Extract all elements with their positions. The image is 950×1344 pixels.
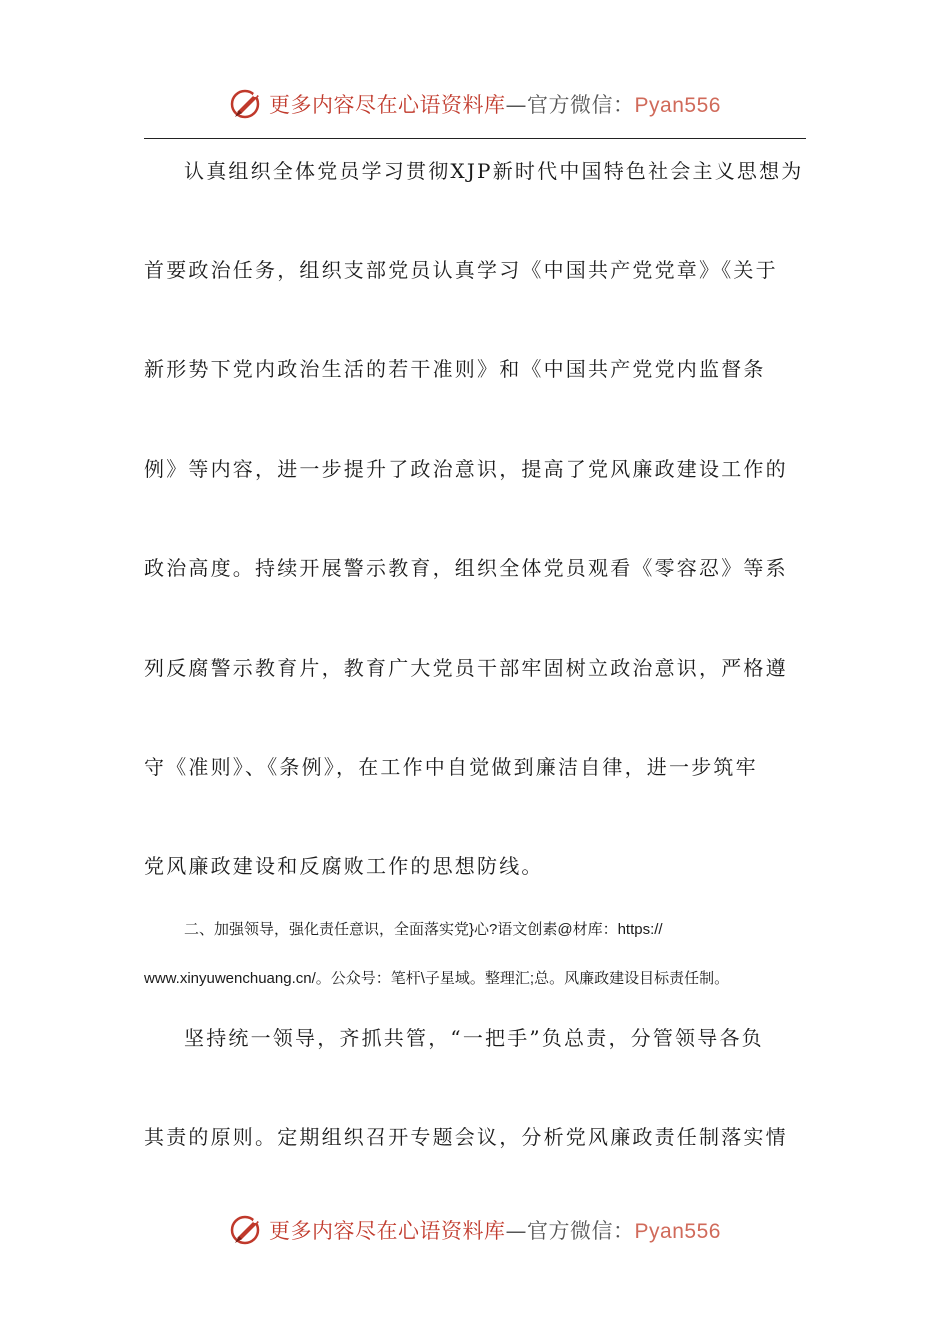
header-text — [269, 89, 721, 119]
body-line: 认真组织全体党员学习贯彻XJP新时代中国特色社会主义思想为 — [184, 159, 804, 183]
header-dash: — — [505, 93, 528, 117]
footer-wechat-label: 官方微信： — [527, 1219, 635, 1243]
footer-brand: 更多内容尽在心语资料库 — [269, 1219, 506, 1243]
footer-wechat-id: Pyan556 — [634, 1220, 721, 1243]
body-line: 政治高度。持续开展警示教育，组织全体党员观看《零容忍》等系 — [144, 556, 788, 580]
body-line: 列反腐警示教育片，教育广大党员干部牢固树立政治意识，严格遵 — [144, 656, 788, 680]
header-divider — [144, 138, 806, 139]
header-banner — [0, 82, 950, 126]
pen-logo-icon — [229, 1212, 265, 1248]
body-line: 新形势下党内政治生活的若干准则》和《中国共产党党内监督条 — [144, 357, 766, 381]
section-heading-line-2: www.xinyuwenchuang.cn/。公众号：笔杆\子星域。整理汇;总。风廉政建设目标责任制。 — [144, 970, 730, 987]
header-brand: 更多内容尽在心语资料库 — [269, 93, 506, 117]
section-heading-line-1: 二、加强领导，强化责任意识，全面落实党}心?语文创素@材库：https:// — [184, 921, 663, 938]
body-line: 首要政治任务，组织支部党员认真学习《中国共产党党章》《关于 — [144, 258, 778, 282]
footer-text — [269, 1215, 721, 1245]
header-wechat-id: Pyan556 — [634, 94, 721, 117]
header-wechat-label: 官方微信： — [527, 93, 635, 117]
body-line: 坚持统一领导，齐抓共管，“一把手”负总责，分管领导各负 — [184, 1026, 764, 1050]
footer-dash: — — [505, 1219, 528, 1243]
body-line: 党风廉政建设和反腐败工作的思想防线。 — [144, 854, 544, 878]
footer-banner — [0, 1208, 950, 1252]
body-line: 守《准则》、《条例》，在工作中自觉做到廉洁自律，进一步筑牢 — [144, 755, 758, 779]
pen-logo-icon — [229, 86, 265, 122]
body-line: 其责的原则。定期组织召开专题会议，分析党风廉政责任制落实情 — [144, 1125, 788, 1149]
body-line: 例》等内容，进一步提升了政治意识，提高了党风廉政建设工作的 — [144, 457, 788, 481]
